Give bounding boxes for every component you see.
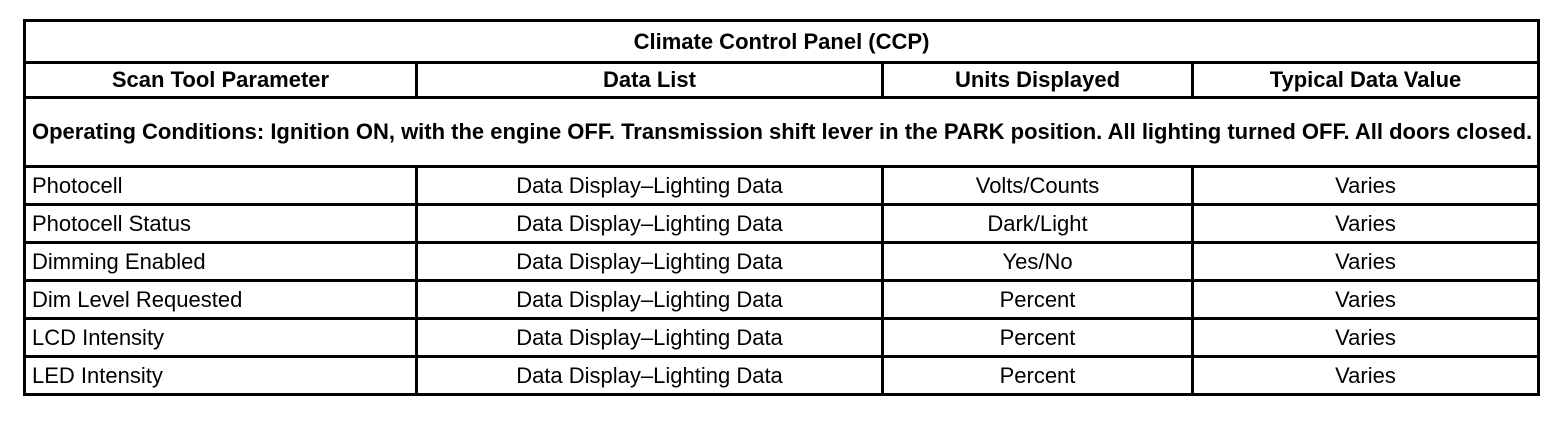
cell-units: Percent <box>883 319 1193 357</box>
ccp-data-table <box>23 19 1540 396</box>
table-row <box>25 243 1539 281</box>
table-row <box>25 319 1539 357</box>
table-row <box>25 205 1539 243</box>
cell-units: Percent <box>883 357 1193 395</box>
header-typical-data-value: Typical Data Value <box>1193 63 1539 98</box>
cell-data-list: Data Display–Lighting Data <box>417 281 883 319</box>
header-scan-tool-parameter: Scan Tool Parameter <box>25 63 417 98</box>
cell-typical-value: Varies <box>1193 243 1539 281</box>
cell-units: Dark/Light <box>883 205 1193 243</box>
cell-typical-value: Varies <box>1193 281 1539 319</box>
cell-parameter: Dimming Enabled <box>25 243 417 281</box>
cell-data-list: Data Display–Lighting Data <box>417 319 883 357</box>
cell-typical-value: Varies <box>1193 167 1539 205</box>
header-units-displayed: Units Displayed <box>883 63 1193 98</box>
table-row <box>25 357 1539 395</box>
cell-data-list: Data Display–Lighting Data <box>417 205 883 243</box>
table-title: Climate Control Panel (CCP) <box>25 21 1539 63</box>
table-header-row <box>25 63 1539 98</box>
table-row <box>25 281 1539 319</box>
cell-typical-value: Varies <box>1193 205 1539 243</box>
cell-parameter: Photocell <box>25 167 417 205</box>
cell-typical-value: Varies <box>1193 319 1539 357</box>
cell-parameter: LED Intensity <box>25 357 417 395</box>
cell-units: Percent <box>883 281 1193 319</box>
operating-conditions-row <box>25 98 1539 167</box>
table-title-row <box>25 21 1539 63</box>
header-data-list: Data List <box>417 63 883 98</box>
cell-parameter: Photocell Status <box>25 205 417 243</box>
cell-data-list: Data Display–Lighting Data <box>417 167 883 205</box>
cell-typical-value: Varies <box>1193 357 1539 395</box>
cell-parameter: LCD Intensity <box>25 319 417 357</box>
cell-data-list: Data Display–Lighting Data <box>417 243 883 281</box>
cell-units: Yes/No <box>883 243 1193 281</box>
cell-units: Volts/Counts <box>883 167 1193 205</box>
table-row <box>25 167 1539 205</box>
cell-parameter: Dim Level Requested <box>25 281 417 319</box>
operating-conditions: Operating Conditions: Ignition ON, with the engine OFF. Transmission shift lever in the PARK position. All lighting turned OFF. All doors closed. <box>25 98 1539 167</box>
cell-data-list: Data Display–Lighting Data <box>417 357 883 395</box>
